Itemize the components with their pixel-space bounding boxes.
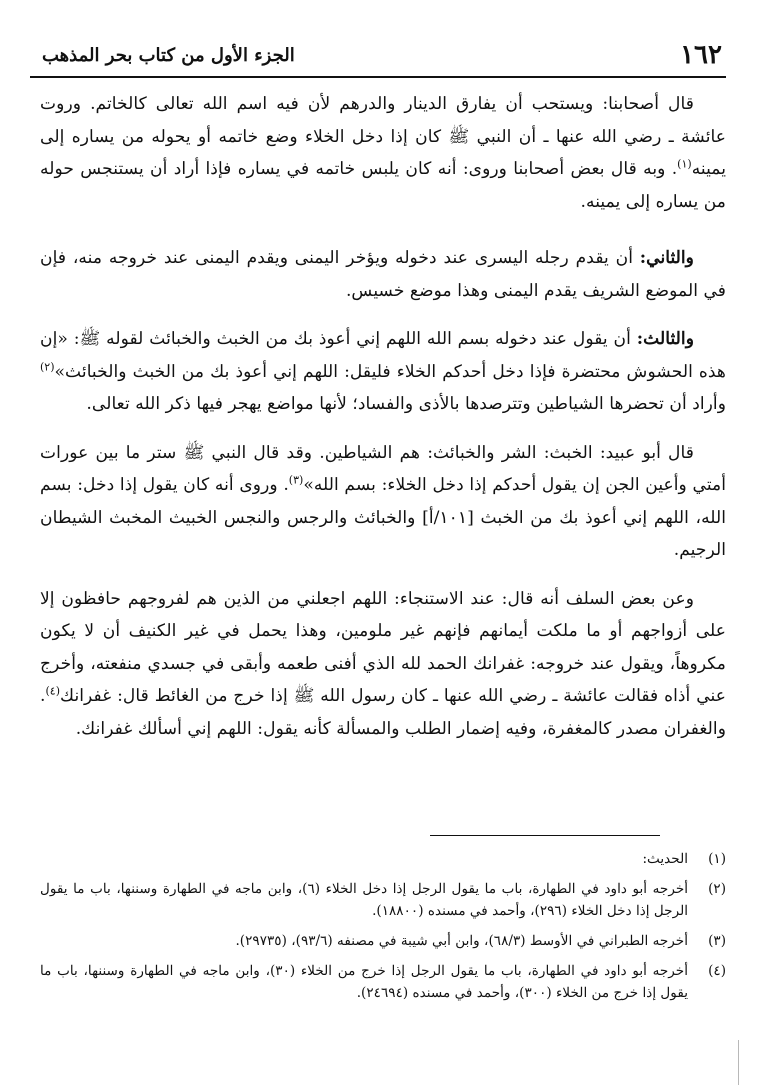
paragraph-3 [40, 323, 726, 421]
paragraph-4 [40, 437, 726, 567]
paragraph-text: قال أبو عبيد: الخبث: الشر والخبائث: هم الشياطين. وقد قال النبي ﷺ ستر ما بين عورات أمتي وأعين الجن إن يقول أحدكم إذا دخل الخلاء: بسم الله» [40, 442, 726, 495]
main-text [40, 88, 726, 745]
page-number: ١٦٢ [680, 40, 722, 70]
page-header [42, 38, 722, 72]
footnotes [40, 848, 726, 1012]
paragraph-text: . وبه قال بعض أصحابنا وروى: أنه كان يلبس خاتمه في يساره فإذا أراد أن يستنجس حوله من يساره إلى يمينه. [40, 159, 726, 212]
footnote-ref-1[interactable]: (١) [677, 157, 692, 171]
paragraph-1 [40, 88, 726, 218]
footnote-3 [40, 930, 726, 952]
footnote-number: (١) [708, 851, 726, 867]
footnote-number: (٢) [708, 881, 726, 897]
footnote-2 [40, 878, 726, 922]
footnote-text: أخرجه أبو داود في الطهارة، باب ما يقول الرجل إذا خرج من الخلاء (٣٠)، وابن ماجه في الطهارة وسننها، باب ما يقول إذا خرج من الخلاء (٣٠٠)، وأحمد في مسنده (٢٤٦٩٤). [40, 963, 688, 1001]
footnote-ref-4[interactable]: (٤) [45, 684, 60, 698]
header-rule [30, 76, 726, 78]
paragraph-2 [40, 242, 726, 307]
footnote-ref-2[interactable]: (٢) [40, 359, 55, 373]
section-lead-third: والثالث: [636, 329, 694, 349]
scan-edge-mark [738, 1040, 749, 1085]
paragraph-text: . والغفران مصدر كالمغفرة، وفيه إضمار الطلب والمسألة كأنه يقول: اللهم إني أسألك غفرانك. [40, 686, 726, 739]
paragraph-text: وعن بعض السلف أنه قال: عند الاستنجاء: اللهم اجعلني من الذين هم لفروجهم حافظون إلا على أزواجهم أو ما ملكت أيمانهم فإنهم غير ملومين، وهذا يحمل في غير الكنيف أن لا يكون مكروهاً، ويقول عند خروجه: غفرانك الحمد لله الذي أفنى طعمه وأبقى في جسدي منفعته، وأخرج عني أذاه فقالت عائشة ـ رضي الله عنها ـ كان رسول الله ﷺ إذا خرج من الغائط قال: غفرانك [40, 588, 726, 706]
paragraph-gap [40, 307, 726, 323]
paragraph-gap [40, 421, 726, 437]
footnote-text: أخرجه الطبراني في الأوسط (٦٨/٣)، وابن أبي شيبة في مصنفه (٩٣/٦)، (٢٩٧٣٥). [235, 933, 688, 949]
section-lead-second: والثاني: [639, 248, 694, 268]
paragraph-text: وأراد أن تحضرها الشياطين وتترصدها بالأذى والفساد؛ لأنها مواضع يهجر فيها ذكر الله تعالى. [86, 394, 726, 414]
paragraph-text: قال أصحابنا: ويستحب أن يفارق الدينار والدرهم لأن فيه اسم الله تعالى كالخاتم. وروت عائشة ـ رضي الله عنها ـ أن النبي ﷺ كان إذا دخل الخلاء وضع خاتمه أو يحوله من يساره إلى يمينه [40, 94, 726, 179]
footnote-ref-3[interactable]: (٣) [288, 473, 304, 487]
paragraph-text: أن يقدم رجله اليسرى عند دخوله ويؤخر اليمنى ويقدم اليمنى عند خروجه منه، فإن في الموضع الشريف يقدم اليمنى وهذا موضع خسيس. [40, 248, 726, 301]
running-title: الجزء الأول من كتاب بحر المذهب [42, 44, 295, 66]
paragraph-gap [40, 567, 726, 583]
footnote-number: (٣) [708, 933, 726, 949]
footnote-text: الحديث: [642, 851, 688, 867]
paragraph-5 [40, 583, 726, 746]
footnote-separator [430, 835, 660, 836]
footnote-1 [40, 848, 726, 870]
footnote-number: (٤) [708, 963, 726, 979]
paragraph-gap [40, 218, 726, 242]
footnote-4 [40, 960, 726, 1004]
footnote-text: أخرجه أبو داود في الطهارة، باب ما يقول الرجل إذا دخل الخلاء (٦)، وابن ماجه في الطهارة وسننها، باب ما يقول الرجل إذا دخل الخلاء (٢٩٦)، وأحمد في مسنده (١٨٨٠٠). [40, 881, 688, 919]
paragraph-text: أن يقول عند دخوله بسم الله اللهم إني أعوذ بك من الخبث والخبائث لقوله ﷺ: «إن هذه الحشوش محتضرة فإذا دخل أحدكم الخلاء فليقل: اللهم إني أعوذ بك من الخبث والخبائث» [40, 329, 726, 382]
paragraph-text: . وروى أنه كان يقول إذا دخل: بسم الله، اللهم إني أعوذ بك من الخبث [١٠١/أ] والخبائث والرجس والنجس الخبيث المخبث الشيطان الرجيم. [40, 475, 726, 560]
